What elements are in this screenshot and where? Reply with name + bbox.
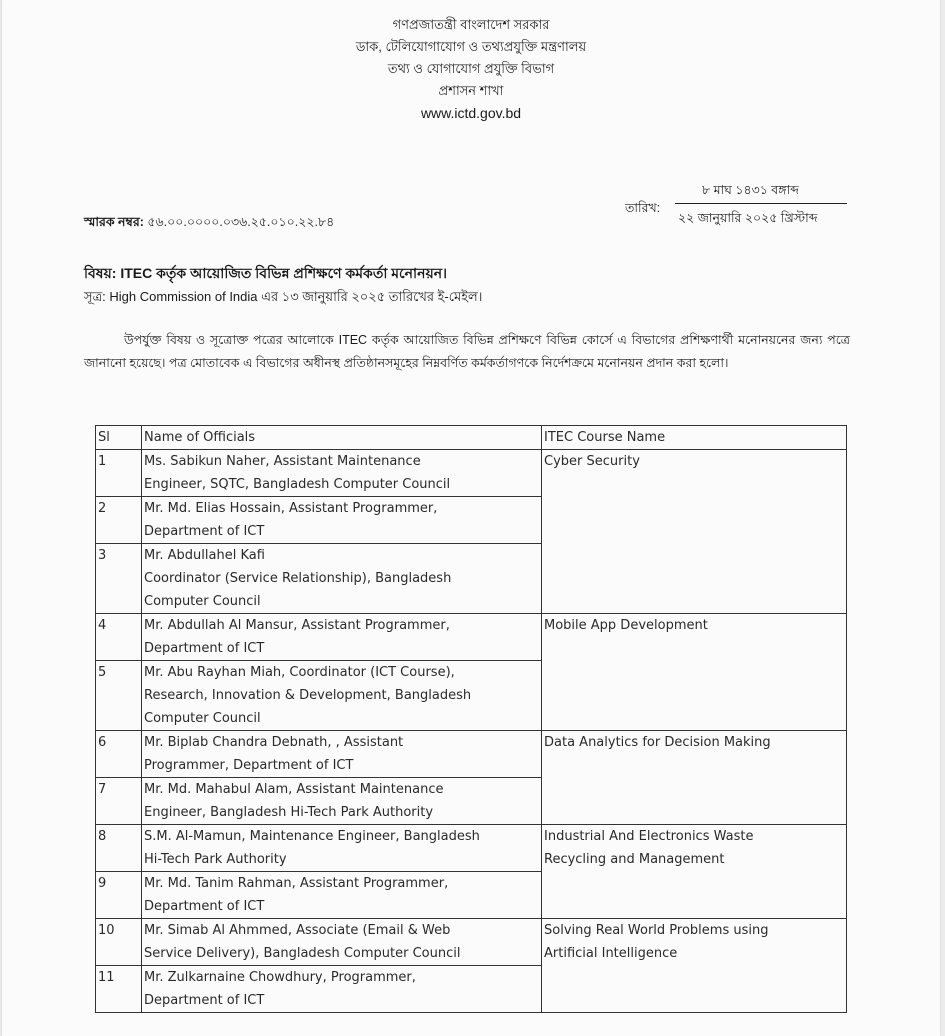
official-name-line: Coordinator (Service Relationship), Bangladesh bbox=[144, 571, 452, 586]
course-name-line: Industrial And Electronics Waste bbox=[544, 829, 754, 844]
official-name-line: Mr. Md. Tanim Rahman, Assistant Programmer, bbox=[144, 876, 449, 891]
official-name-line: Engineer, SQTC, Bangladesh Computer Council bbox=[144, 477, 451, 492]
branch-name: প্রশাসন শাখা bbox=[438, 83, 504, 98]
table-row bbox=[96, 731, 847, 778]
table-row bbox=[96, 450, 847, 497]
course-name-line: Artificial Intelligence bbox=[544, 946, 678, 961]
body-paragraph: উপর্যুক্ত বিষয় ও সূত্রোক্ত পত্রের আলোকে ITEC কর্তৃক আয়োজিত বিভিন্ন প্রশিক্ষণে বিভিন্ন কোর্সে এ বিভাগের প্রশিক্ষণার্থী মনোনয়নের জন্য পত্রে জানানো হয়েছে। পত্র মোতাবেক এ বিভাগের অধীনস্থ প্রতিষ্ঠানসমূহের নিম্নবর্ণিত কর্মকর্তাগণকে নির্দেশক্রমে মনোনয়ন প্রদান করা হলো। bbox=[84, 333, 850, 370]
official-name-line: Service Delivery), Bangladesh Computer Council bbox=[144, 946, 461, 961]
official-name-cell bbox=[142, 450, 542, 497]
course-cell bbox=[542, 614, 847, 731]
reference-text: High Commission of India এর ১৩ জানুয়ারি ২০২৫ তারিখের ই-মেইল। bbox=[109, 289, 483, 304]
course-cell bbox=[542, 731, 847, 825]
official-name-line: Department of ICT bbox=[144, 899, 265, 914]
official-name-cell bbox=[142, 872, 542, 919]
officials-table bbox=[95, 425, 847, 1013]
subject-line bbox=[84, 262, 447, 286]
letter-page bbox=[2, 0, 940, 1036]
course-cell bbox=[542, 825, 847, 919]
header-course: ITEC Course Name bbox=[542, 426, 847, 450]
official-name-cell bbox=[142, 825, 542, 872]
sl-cell: 4 bbox=[96, 614, 142, 661]
official-name-cell bbox=[142, 919, 542, 966]
official-name-line: Mr. Abdullahel Kafi bbox=[144, 548, 265, 563]
official-name-line: Mr. Zulkarnaine Chowdhury, Programmer, bbox=[144, 970, 416, 985]
reference-label: সূত্র: bbox=[84, 289, 106, 304]
official-name-cell bbox=[142, 614, 542, 661]
memo-value: ৫৬.০০.০০০০.০৩৬.২৫.০১০.২২.৮৪ bbox=[147, 215, 335, 229]
official-name-line: Hi-Tech Park Authority bbox=[144, 852, 287, 867]
memo-number bbox=[84, 214, 334, 234]
official-name-cell bbox=[142, 661, 542, 731]
sl-cell: 7 bbox=[96, 778, 142, 825]
official-name-cell bbox=[142, 497, 542, 544]
date-divider bbox=[675, 203, 847, 204]
course-name-line: Data Analytics for Decision Making bbox=[544, 735, 771, 750]
official-name-line: Computer Council bbox=[144, 711, 261, 726]
sl-cell: 6 bbox=[96, 731, 142, 778]
table-row bbox=[96, 919, 847, 966]
header-sl: Sl bbox=[96, 426, 142, 450]
official-name-cell bbox=[142, 544, 542, 614]
course-cell bbox=[542, 919, 847, 1013]
official-name-line: Department of ICT bbox=[144, 524, 265, 539]
table-header-row bbox=[96, 426, 847, 450]
official-name-line: S.M. Al-Mamun, Maintenance Engineer, Bangladesh bbox=[144, 829, 480, 844]
table-body bbox=[96, 450, 847, 1013]
subject-label: বিষয়: bbox=[84, 265, 117, 281]
letterhead bbox=[2, 14, 940, 124]
sl-cell: 9 bbox=[96, 872, 142, 919]
official-name-line: Mr. Simab Al Ahmmed, Associate (Email & Web bbox=[144, 923, 451, 938]
sl-cell: 3 bbox=[96, 544, 142, 614]
official-name-line: Mr. Abdullah Al Mansur, Assistant Programmer, bbox=[144, 618, 450, 633]
official-name-cell bbox=[142, 731, 542, 778]
official-name-line: Programmer, Department of ICT bbox=[144, 758, 354, 773]
official-name-cell bbox=[142, 966, 542, 1013]
official-name-line: Engineer, Bangladesh Hi-Tech Park Authority bbox=[144, 805, 434, 820]
reference-line bbox=[84, 288, 482, 309]
course-name-line: Recycling and Management bbox=[544, 852, 725, 867]
table-row bbox=[96, 614, 847, 661]
website-link[interactable]: www.ictd.gov.bd bbox=[420, 105, 522, 121]
official-name-line: Mr. Md. Mahabul Alam, Assistant Maintenance bbox=[144, 782, 444, 797]
date-label: তারিখ: bbox=[625, 201, 661, 215]
official-name-line: Computer Council bbox=[144, 594, 261, 609]
official-name-cell bbox=[142, 778, 542, 825]
memo-label: স্মারক নম্বর: bbox=[84, 215, 144, 229]
date-bangla: ৮ মাঘ ১৪৩১ বঙ্গাব্দ bbox=[702, 183, 799, 197]
sl-cell: 1 bbox=[96, 450, 142, 497]
division-name: তথ্য ও যোগাযোগ প্রযুক্তি বিভাগ bbox=[387, 61, 555, 76]
sl-cell: 2 bbox=[96, 497, 142, 544]
official-name-line: Ms. Sabikun Naher, Assistant Maintenance bbox=[144, 454, 421, 469]
sl-cell: 11 bbox=[96, 966, 142, 1013]
sl-cell: 8 bbox=[96, 825, 142, 872]
sl-cell: 10 bbox=[96, 919, 142, 966]
ministry-name: ডাক, টেলিযোগাযোগ ও তথ্যপ্রযুক্তি মন্ত্রণালয় bbox=[355, 39, 587, 54]
course-name-line: Solving Real World Problems using bbox=[544, 923, 769, 938]
official-name-line: Mr. Biplab Chandra Debnath, , Assistant bbox=[144, 735, 404, 750]
course-name-line: Mobile App Development bbox=[544, 618, 708, 633]
official-name-line: Department of ICT bbox=[144, 993, 265, 1008]
date-gregorian: ২২ জানুয়ারি ২০২৫ খ্রিস্টাব্দ bbox=[678, 211, 818, 225]
subject-text: ITEC কর্তৃক আয়োজিত বিভিন্ন প্রশিক্ষণে কর্মকর্তা মনোনয়ন। bbox=[120, 265, 448, 281]
government-name: গণপ্রজাতন্ত্রী বাংলাদেশ সরকার bbox=[392, 17, 550, 32]
course-name-line: Cyber Security bbox=[544, 454, 640, 469]
official-name-line: Mr. Md. Elias Hossain, Assistant Programmer, bbox=[144, 501, 438, 516]
header-name: Name of Officials bbox=[142, 426, 542, 450]
course-cell bbox=[542, 450, 847, 614]
official-name-line: Research, Innovation & Development, Bangladesh bbox=[144, 688, 472, 703]
sl-cell: 5 bbox=[96, 661, 142, 731]
official-name-line: Mr. Abu Rayhan Miah, Coordinator (ICT Course), bbox=[144, 665, 455, 680]
official-name-line: Department of ICT bbox=[144, 641, 265, 656]
table-row bbox=[96, 825, 847, 872]
